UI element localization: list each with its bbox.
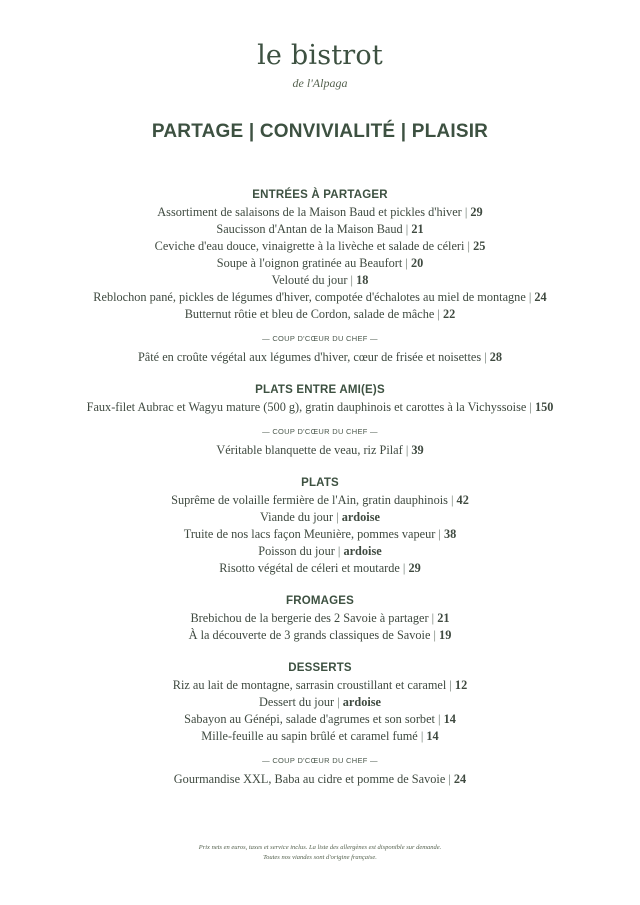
- item-price: 21: [411, 222, 424, 236]
- price-separator: |: [334, 544, 344, 558]
- item-name: Butternut rôtie et bleu de Cordon, salade de mâche: [184, 307, 435, 321]
- section-title: PLATS ENTRE AMI(E)S: [255, 384, 385, 396]
- dash: —: [367, 427, 378, 436]
- item-name: Risotto végétal de céleri et moutarde: [219, 561, 400, 575]
- price-separator: |: [434, 712, 444, 726]
- item-name: Ceviche d'eau douce, vinaigrette à la livèche et salade de céleri: [154, 239, 465, 253]
- price-separator: |: [399, 561, 409, 575]
- section-gap: [0, 577, 640, 593]
- price-separator: |: [525, 290, 535, 304]
- menu-section: [0, 187, 640, 366]
- menu-item: [0, 238, 640, 255]
- restaurant-name: le bistrot: [257, 40, 383, 71]
- item-name: À la découverte de 3 grands classiques de Savoie: [188, 628, 431, 642]
- price-separator: |: [447, 493, 457, 507]
- menu-item: [0, 306, 640, 323]
- chef-pick-text: COUP D'CŒUR DU CHEF: [272, 334, 368, 343]
- menu-item: [0, 560, 640, 577]
- restaurant-subtitle: de l'Alpaga: [292, 76, 348, 90]
- price-separator: |: [435, 527, 444, 541]
- menu-item: [0, 694, 640, 711]
- menu-item: [0, 204, 640, 221]
- item-price: 21: [437, 611, 450, 625]
- footer-note: [0, 843, 640, 862]
- price-separator: |: [333, 510, 342, 524]
- menu-item: [0, 509, 640, 526]
- chef-pick-label: [0, 426, 640, 438]
- menu-sections: [0, 187, 640, 788]
- price-separator: |: [481, 350, 490, 364]
- menu-item: [0, 399, 640, 416]
- item-price: 29: [408, 561, 421, 575]
- item-name: Riz au lait de montagne, sarrasin croustillant et caramel: [172, 678, 447, 692]
- price-separator: |: [430, 628, 440, 642]
- item-name: Gourmandise XXL, Baba au cidre et pomme de Savoie: [173, 772, 446, 786]
- price-separator: |: [445, 772, 454, 786]
- item-price: 29: [470, 205, 483, 219]
- price-separator: |: [461, 205, 471, 219]
- menu-item: [0, 526, 640, 543]
- item-price: 24: [534, 290, 547, 304]
- section-gap: [0, 459, 640, 475]
- chef-pick-label: [0, 755, 640, 767]
- section-gap: [0, 366, 640, 382]
- item-price: 28: [489, 350, 503, 364]
- item-name: Truite de nos lacs façon Meunière, pommes vapeur: [183, 527, 436, 541]
- price-separator: |: [402, 443, 412, 457]
- price-separator: |: [526, 400, 535, 414]
- item-price: 19: [439, 628, 452, 642]
- chef-pick-item: [0, 771, 640, 788]
- item-price: 25: [473, 239, 486, 253]
- item-name: Brebichou de la bergerie des 2 Savoie à partager: [190, 611, 429, 625]
- dash: —: [262, 334, 273, 343]
- item-price: ardoise: [342, 695, 382, 709]
- menu-item: [0, 543, 640, 560]
- item-name: Velouté du jour: [271, 273, 348, 287]
- chef-pick-item: [0, 349, 640, 366]
- price-separator: |: [334, 695, 343, 709]
- item-price: 24: [453, 772, 467, 786]
- section-gap: [0, 644, 640, 660]
- menu-item: [0, 610, 640, 627]
- dash: —: [367, 756, 378, 765]
- tagline: PARTAGE | CONVIVIALITÉ | PLAISIR: [151, 121, 489, 142]
- item-name: Assortiment de salaisons de la Maison Baud et pickles d'hiver: [157, 205, 462, 219]
- dash: —: [262, 756, 273, 765]
- item-name: Soupe à l'oignon gratinée au Beaufort: [216, 256, 403, 270]
- chef-pick-label: [0, 333, 640, 345]
- chef-pick-text: COUP D'CŒUR DU CHEF: [272, 756, 368, 765]
- item-price: ardoise: [341, 510, 380, 524]
- item-price: 150: [534, 400, 554, 414]
- dash: —: [367, 334, 378, 343]
- item-name: Sabayon au Génépi, salade d'agrumes et son sorbet: [184, 712, 435, 726]
- item-name: Dessert du jour: [258, 695, 335, 709]
- price-separator: |: [402, 256, 411, 270]
- menu-item: [0, 221, 640, 238]
- menu-item: [0, 492, 640, 509]
- item-price: 38: [443, 527, 457, 541]
- item-price: 18: [356, 273, 369, 287]
- section-title: FROMAGES: [285, 595, 355, 607]
- item-price: 12: [454, 678, 468, 692]
- price-separator: |: [417, 729, 427, 743]
- item-name: Viande du jour: [260, 510, 334, 524]
- item-price: 14: [443, 712, 456, 726]
- menu-item: [0, 728, 640, 745]
- price-separator: |: [402, 222, 412, 236]
- dash: —: [262, 427, 273, 436]
- price-separator: |: [434, 307, 443, 321]
- menu-item: [0, 272, 640, 289]
- price-separator: |: [428, 611, 438, 625]
- chef-pick-item: [0, 442, 640, 459]
- item-price: 39: [411, 443, 424, 457]
- menu-section: [0, 382, 640, 459]
- menu-item: [0, 677, 640, 694]
- item-price: 22: [442, 307, 456, 321]
- item-name: Mille-feuille au sapin brûlé et caramel fumé: [201, 729, 418, 743]
- menu-item: [0, 255, 640, 272]
- menu-section: [0, 593, 640, 644]
- item-name: Faux-filet Aubrac et Wagyu mature (500 g), gratin dauphinois et carottes à la Vichyssoise: [86, 400, 527, 414]
- menu-item: [0, 627, 640, 644]
- brand-header: [0, 40, 640, 91]
- item-price: 20: [410, 256, 424, 270]
- section-title: DESSERTS: [288, 662, 352, 674]
- price-separator: |: [446, 678, 455, 692]
- item-price: 14: [426, 729, 439, 743]
- item-name: Saucisson d'Antan de la Maison Baud: [216, 222, 403, 236]
- section-title: ENTRÉES À PARTAGER: [252, 189, 388, 201]
- menu-section: [0, 475, 640, 577]
- item-name: Suprême de volaille fermière de l'Ain, gratin dauphinois: [171, 493, 448, 507]
- price-separator: |: [347, 273, 357, 287]
- price-separator: |: [464, 239, 474, 253]
- item-name: Poisson du jour: [258, 544, 335, 558]
- menu-item: [0, 289, 640, 306]
- item-name: Véritable blanquette de veau, riz Pilaf: [216, 443, 403, 457]
- footer-line-2: Toutes nos viandes sont d'origine française.: [263, 853, 377, 861]
- item-price: ardoise: [343, 544, 382, 558]
- chef-pick-text: COUP D'CŒUR DU CHEF: [272, 427, 368, 436]
- item-name: Pâté en croûte végétal aux légumes d'hiver, cœur de frisée et noisettes: [137, 350, 482, 364]
- section-title: PLATS: [301, 477, 339, 489]
- item-price: 42: [456, 493, 469, 507]
- menu-item: [0, 711, 640, 728]
- footer-line-1: Prix nets en euros, taxes et service inclus. La liste des allergènes est disponible sur demande.: [198, 844, 442, 851]
- item-name: Reblochon pané, pickles de légumes d'hiver, compotée d'échalotes au miel de montagne: [93, 290, 526, 304]
- menu-section: [0, 660, 640, 788]
